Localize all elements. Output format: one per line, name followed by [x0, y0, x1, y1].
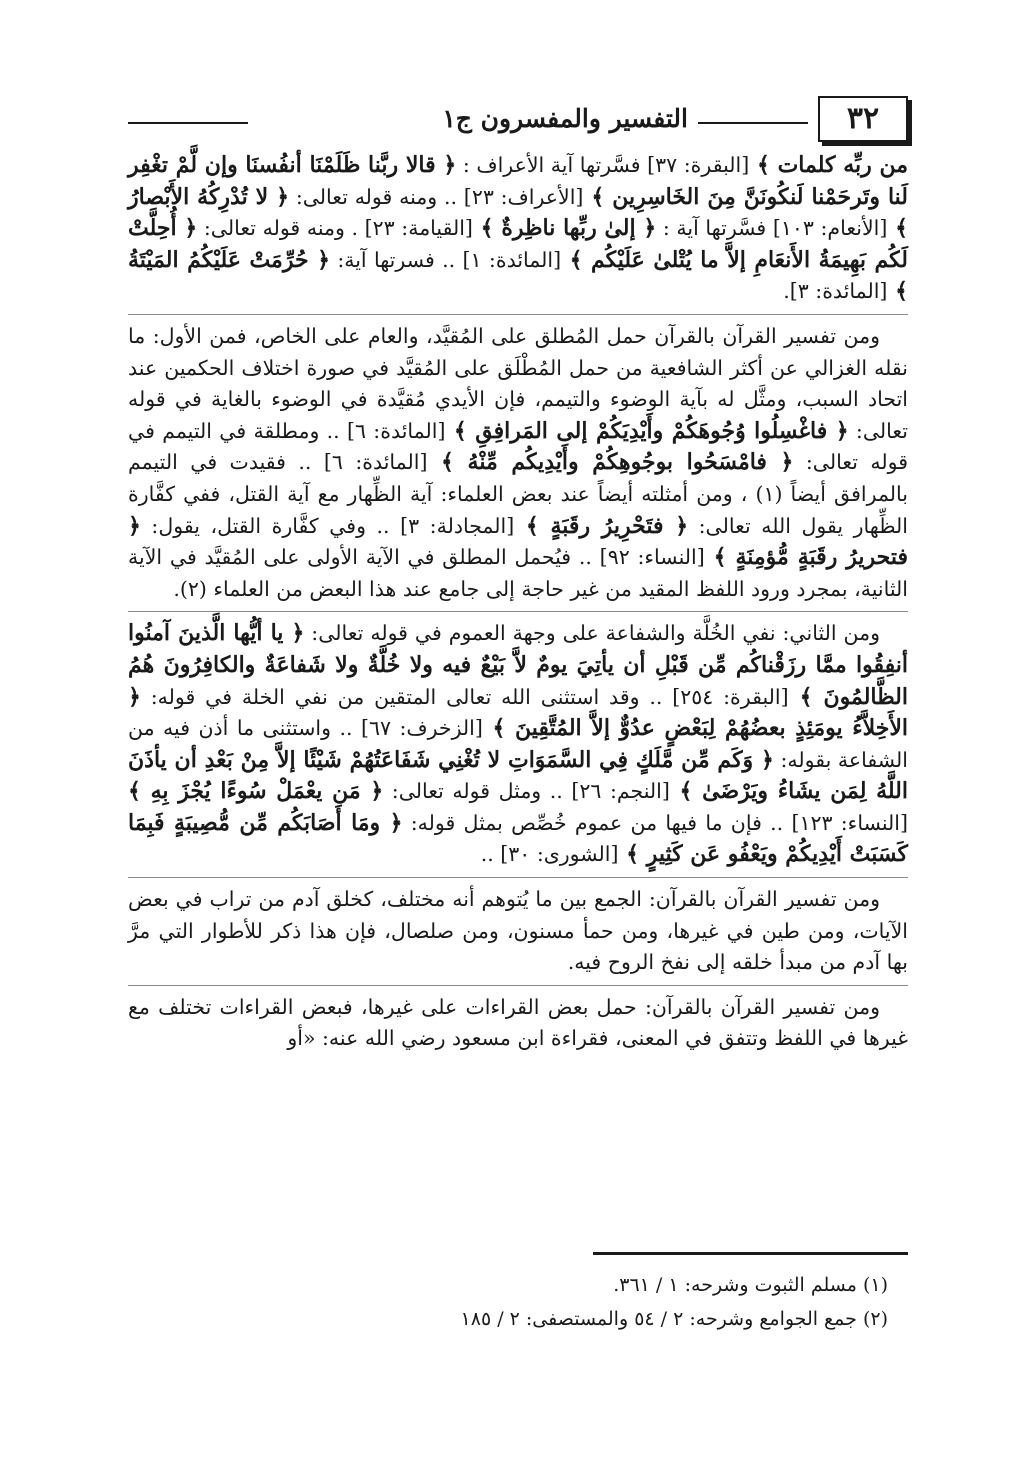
- verse: ﴿ فاغْسِلُوا وُجُوهَكُمْ وأَيْدِيَكُمْ إلى المَرافِقِ ﴾: [445, 417, 849, 444]
- paragraph: [128, 611, 908, 871]
- verse: ﴿ إلىٰ ربِّها ناظِرةٌ ﴾: [472, 215, 657, 242]
- text-run: ومن الثاني: نفي الخُلَّة والشفاعة على وجهة العموم في قوله تعالى:: [304, 621, 881, 646]
- text-run: [القيامة: ٢٣] . ومنه قوله تعالى:: [197, 216, 473, 241]
- verse: ﴿ لا تُدْرِكُهُ الأَبْصارُ ﴾: [128, 183, 908, 242]
- paragraph: [128, 314, 908, 605]
- verse: ﴿ قالا ربَّنا ظَلَمْنَا أنفُسنَا وإن لَّمْ تغْفِر لَنا وتَرحَمْنا لَنكُونَنَّ مِنَ الخَاسِرِين ﴾: [128, 152, 908, 210]
- verse: ﴿ أُحِلَّتْ لَكُم بَهِيمَةُ الأَنعَامِ إلاَّ ما يُتْلىٰ عَلَيْكُم ﴾: [128, 215, 908, 273]
- text-run: [الشورى: ٣٠] ..: [480, 842, 619, 867]
- footnote: (١) مسلم الثبوت وشرحه: ١ / ٣٦١.: [613, 1274, 888, 1296]
- verse: ﴿ فتحريرُ رقَبَةٍ مُّؤمِنَةٍ ﴾: [128, 512, 908, 571]
- body-text: [128, 150, 908, 1061]
- verse: ﴿ يا أيُّها الَّذينَ آمنُوا أنفِقُوا ممَّا رزَقْناكُم مِّن قَبْلِ أن يأتِيَ يومٌ لاَّ بَيْعٌ فيه ولا خُلَّةٌ ولا شَفاعَةٌ والكافِرُونَ هُمُ الظَّالمُونَ ﴾: [128, 620, 908, 710]
- header-rule: [128, 122, 248, 124]
- verse: ﴿ حُرِّمَتْ عَلَيْكُمُ المَيْتَةُ ﴾: [128, 246, 908, 305]
- text-run: [البقرة: ٣٧] فسَّرتها آية الأعراف :: [456, 153, 750, 177]
- verse: ﴿ مَن يعْمَلْ سُوءًا يُجْزَ بِهِ ﴾: [128, 778, 384, 805]
- verse: ﴿ فتَحْرِيرُ رقَبَةٍ ﴾: [514, 512, 689, 539]
- verse-fragment: من ربِّه كلمات ﴾: [749, 152, 908, 178]
- text-run: [الأعراف: ٢٣] .. ومنه قوله تعالى:: [289, 184, 584, 209]
- text-run: ومن تفسير القرآن بالقرآن: الجمع بين ما يُتوهم أنه مختلف، كخلق آدم من تراب في بعض الآيات، ومن طين في غيرها، ومن حمأ مسنون، ومن صلصال، فإن هذا ذكر للأطوار التي مرَّ بها آدم من مبدأ خلقه إلى نفخ الروح فيه.: [128, 887, 908, 975]
- text-run: [النساء: ١٢٣] .. فإن ما فيها من عموم خُصِّص بمثل قوله:: [402, 810, 908, 835]
- text-run: [النساء: ٩٢] .. فيُحمل المطلق في الآية الأولى على المُقيَّد في الآية الثانية، بمجرد ورود اللفظ المقيد من غير حاجة إلى جامع عند هذا البعض من العلماء (٢).: [128, 545, 908, 601]
- text-run: ومن تفسير القرآن بالقرآن حمل المُطلق على المُقيَّد، والعام على الخاص، فمن الأول: ما نقله الغزالي عن أكثر الشافعية من حمل المُطْلَق على المُقيَّد في صورة اختلاف الحكمين عند اتحاد السبب، ومثَّل له بآية الوضوء والتيمم، فإن الأيدي مُقيَّدة في الوضوء بالغاية في قوله تعالى:: [128, 323, 908, 443]
- text-run: ومن تفسير القرآن بالقرآن: حمل بعض القراءات على غيرها، فبعض القراءات تختلف مع غيرها في اللفظ وتتفق في المعنى، فقراءة ابن مسعود رضي الله عنه: «أو: [128, 994, 908, 1051]
- text-run: [المائدة: ٦] .. ومطلقة في التيمم في قوله تعالى:: [128, 418, 908, 475]
- text-run: [المجادلة: ٣] .. وفي كفَّارة القتل، يقول:: [140, 513, 515, 538]
- verse: ﴿ فامْسَحُوا بوجُوهِكُمْ وأَيْدِيكُم مِّنْهُ ﴾: [427, 449, 794, 476]
- text-run: [المائدة: ٣].: [783, 279, 888, 304]
- verse: ﴿ الأَخِلاَّءُ يومَئِذٍ بعضُهُمْ لِبَعْضٍ عدُوٌّ إلاَّ المُتَّقِينَ ﴾: [128, 683, 908, 742]
- footnote-rule: [593, 1252, 908, 1255]
- text-run: [المائدة: ٦] .. فقيدت في التيمم بالمرافق أيضاً (١) ، ومن أمثلته أيضاً عند بعض العلماء: آية الظِّهار مع آية القتل، ففي كفَّارة الظِّهار يقول الله تعالى:: [128, 450, 908, 538]
- running-title: التفسير والمفسرون ج١: [442, 104, 688, 133]
- footnotes: [148, 1268, 908, 1336]
- verse: ﴿ وَكَم مِّن مَّلَكٍ فِي السَّمَوَاتِ لا تُغْنِي شَفَاعَتُهُمْ شَيْئًا إلاَّ مِنْ بَعْدِ أن يأذَنَ اللَّهُ لِمَن يشَاءُ ويَرْضَىٰ ﴾: [128, 746, 908, 805]
- verse: ﴿ ومَا أَصَابَكُم مِّن مُّصِيبَةٍ فَبِمَا كَسَبَتْ أَيْدِيكُمْ ويَعْفُو عَن كَثِيرٍ ﴾: [128, 809, 908, 868]
- text-run: [البقرة: ٢٥٤] .. وقد استثنى الله تعالى المتقين من نفي الخلة في قوله:: [140, 684, 789, 709]
- text-run: [الأنعام: ١٠٣] فسَّرتها آية :: [656, 216, 888, 241]
- header-rule: [698, 122, 808, 124]
- text-run: [النجم: ٢٦] .. ومثل قوله تعالى:: [383, 779, 670, 804]
- paragraph: [128, 150, 908, 308]
- paragraph: [128, 877, 908, 979]
- text-run: [الزخرف: ٦٧] .. واستثنى ما أذن فيه من الشفاعة بقوله:: [128, 716, 908, 772]
- footnote: (٢) جمع الجوامع وشرحه: ٢ / ٥٤ والمستصفى: ٢ / ١٨٥: [460, 1308, 888, 1330]
- page-header: [128, 96, 908, 146]
- page-number: ٣٢: [818, 96, 908, 142]
- paragraph: [128, 985, 908, 1055]
- text-run: [المائدة: ١] .. فسرتها آية:: [329, 247, 562, 272]
